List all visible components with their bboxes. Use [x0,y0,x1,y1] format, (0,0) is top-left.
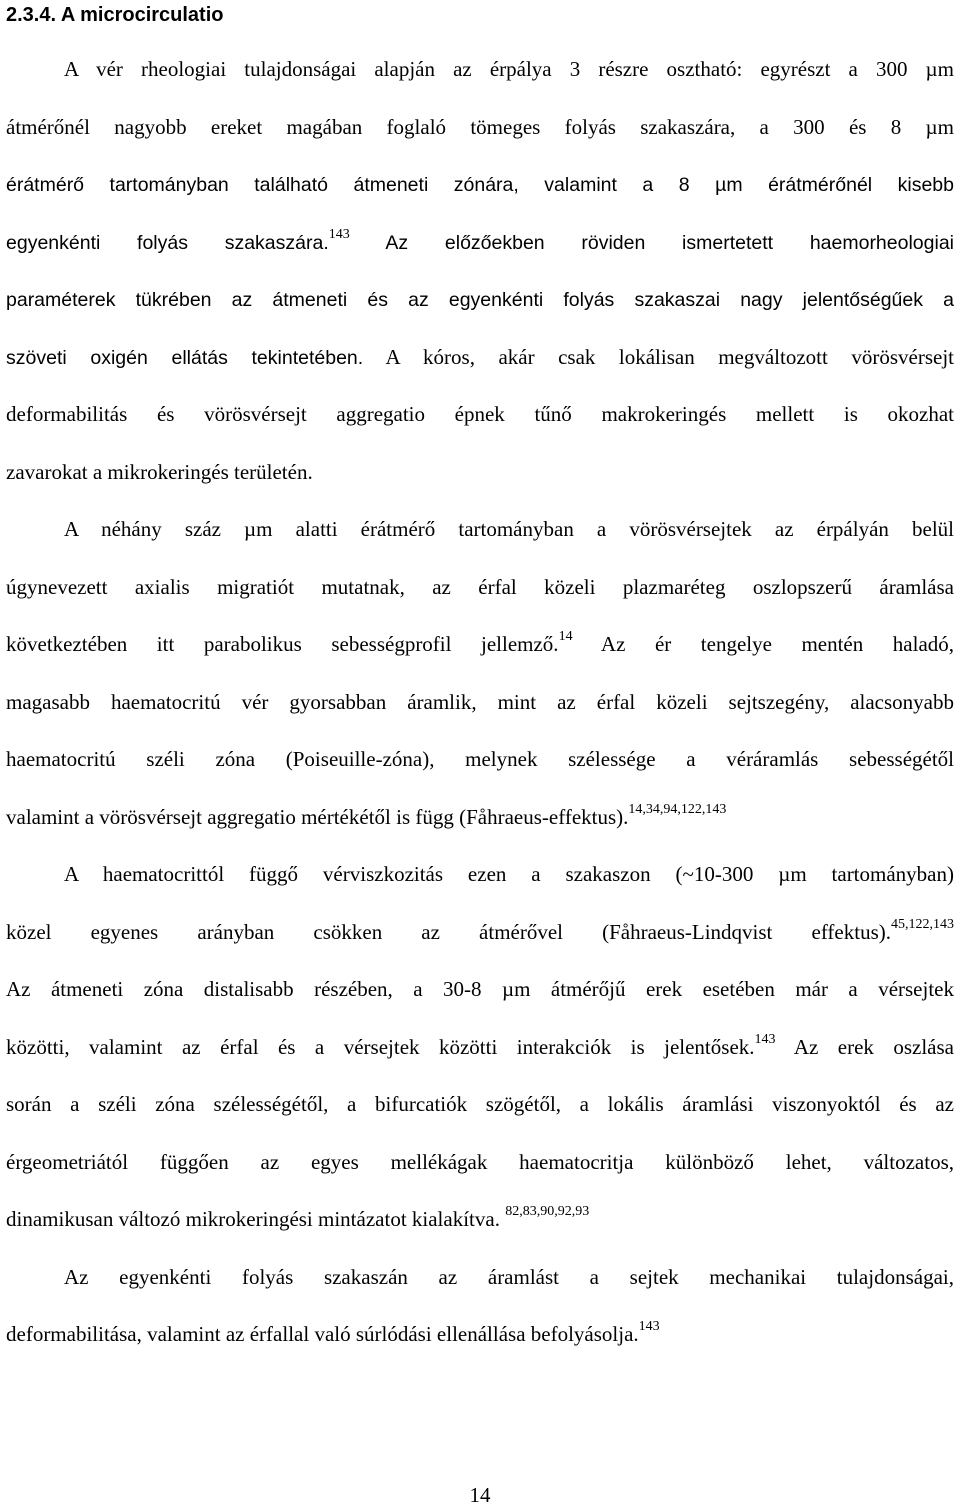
text-line [6,918,954,946]
text-segment: Az előzőekben röviden ismertetett haemorheologiai [349,232,954,254]
text-segment: egyenkénti folyás szakaszára. [6,232,329,254]
text-segment: A vér rheologiai tulajdonságai alapján az érpálya 3 részre osztható: egyrészt a 300 µm [64,57,954,81]
section-heading: 2.3.4. A microcirculatio [6,4,224,26]
text-segment: Az egyenkénti folyás szakaszán az áramlást a sejtek mechanikai tulajdonságai, [64,1265,954,1289]
text-line [6,630,954,658]
text-line [6,170,954,199]
citation-reference: 82,83,90,92,93 [505,1204,590,1219]
citation-reference: 143 [328,227,350,242]
text-segment: közel egyenes arányban csökken az átmérővel (Fåhraeus-Lindqvist effektus). [6,920,891,944]
text-segment: érátmérő tartományban található átmeneti zónára, valamint a 8 µm érátmérőnél kisebb [6,174,954,196]
text-line [6,745,954,773]
text-line [6,458,954,486]
text-segment: deformabilitás és vörösvérsejt aggregatio épnek tűnő makrokeringés mellett is okozhat [6,402,954,426]
text-line [64,860,954,888]
text-segment: zavarokat a mikrokeringés területén. [6,460,313,484]
text-line [6,400,954,428]
citation-reference: 14,34,94,122,143 [628,802,727,817]
text-line [6,285,954,314]
text-line [64,1263,954,1291]
text-segment: átmérőnél nagyobb ereket magában foglaló tömeges folyás szakaszára, a 300 és 8 µm [6,115,954,139]
text-line [6,1090,954,1118]
page-number: 14 [469,1483,491,1507]
text-segment: dinamikusan változó mikrokeringési mintázatot kialakítva. [6,1207,506,1231]
text-line [64,55,954,83]
text-line [6,343,954,372]
text-line [6,228,954,257]
text-segment: magasabb haematocritú vér gyorsabban áramlik, mint az érfal közeli sejtszegény, alacsonyabb [6,690,954,714]
text-segment: közötti, valamint az érfal és a vérsejtek közötti interakciók is jelentősek. [6,1035,755,1059]
text-segment: haematocritú széli zóna (Poiseuille-zóna), melynek szélessége a véráramlás sebességétől [6,747,954,771]
text-line [6,688,954,716]
text-line [6,1320,954,1348]
text-line [6,803,954,831]
citation-reference: 143 [754,1032,776,1047]
text-segment: során a széli zóna szélességétől, a bifurcatiók szögétől, a lokális áramlási viszonyoktól és az [6,1092,954,1116]
citation-reference: 143 [638,1319,660,1334]
text-segment: szöveti oxigén ellátás tekintetében. [6,347,364,369]
text-segment: deformabilitása, valamint az érfallal való súrlódási ellenállása befolyásolja. [6,1322,639,1346]
text-segment: A néhány száz µm alatti érátmérő tartományban a vörösvérsejtek az érpályán belül [64,517,954,541]
text-line [6,1205,954,1233]
text-segment: paraméterek tükrében az átmeneti és az egyenkénti folyás szakaszai nagy jelentőségűek a [6,289,954,311]
text-line [6,113,954,141]
text-line [64,515,954,543]
text-segment: A haematocrittól függő vérviszkozitás ezen a szakaszon (~10-300 µm tartományban) [64,862,954,886]
text-line [6,975,954,1003]
text-segment: valamint a vörösvérsejt aggregatio mértékétől is függ (Fåhraeus-effektus). [6,805,629,829]
text-segment: Az átmeneti zóna distalisabb részében, a 30-8 µm átmérőjű erek esetében már a vérsejtek [6,977,954,1001]
text-segment: úgynevezett axialis migratiót mutatnak, az érfal közeli plazmaréteg oszlopszerű áramlása [6,575,954,599]
text-segment: Az erek oszlása [775,1035,954,1059]
text-line [6,1033,954,1061]
text-segment: következtében itt parabolikus sebességprofil jellemző. [6,632,559,656]
text-segment: A kóros, akár csak lokálisan megváltozott vörösvérsejt [363,345,954,369]
text-line [6,1148,954,1176]
text-line [6,573,954,601]
text-segment: Az ér tengelye mentén haladó, [572,632,955,656]
text-segment: érgeometriától függően az egyes mellékágak haematocritja különböző lehet, változatos, [6,1150,954,1174]
citation-reference: 14 [558,629,573,644]
citation-reference: 45,122,143 [891,917,954,932]
